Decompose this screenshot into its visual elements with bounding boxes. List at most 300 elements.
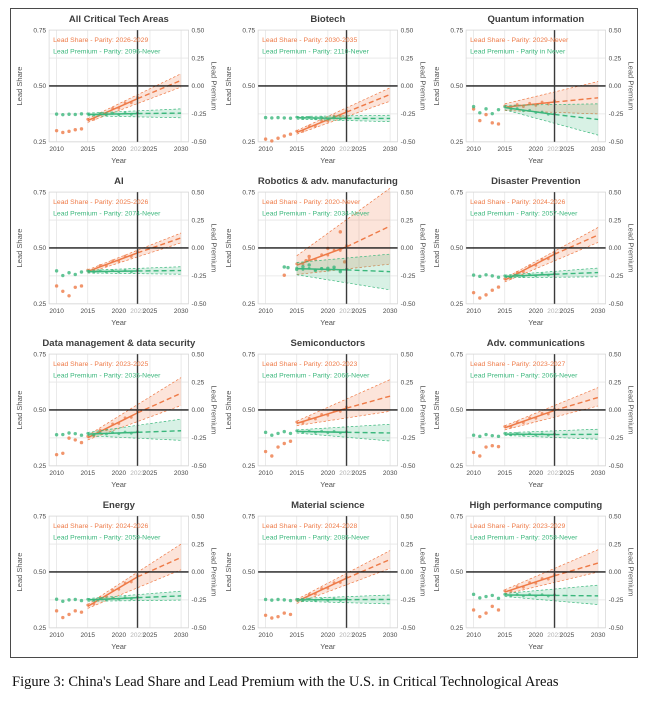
y-right-axis-label: Lead Premium [209,61,219,111]
fit-point-premium [547,595,550,598]
scatter-point-share [74,286,77,289]
fit-point-premium [130,597,133,600]
scatter-point-share [80,610,83,613]
y-left-tick: 0.25 [450,463,464,471]
y-right-tick: 0.25 [191,55,205,63]
scatter-point-share [67,294,70,297]
fit-point-share [105,264,108,267]
figure-border-box [10,8,638,658]
legend-lead-premium: Lead Premium - Parity: 2066-Never [470,372,578,380]
x-tick: 2025 [560,145,575,153]
x-tick: 2015 [289,145,304,153]
fit-point-share [93,603,96,606]
legend-lead-premium: Lead Premium - Parity: 2110-Never [261,48,369,56]
y-left-axis-label: Lead Share [223,390,233,430]
subplot-grid [11,9,637,657]
fit-point-premium [522,434,525,437]
scatter-point-premium [80,599,83,602]
y-left-tick: 0.25 [242,301,255,309]
scatter-point-share [491,444,494,447]
fit-point-premium [111,597,114,600]
legend-lead-premium: Lead Premium - Parity: 2074-Never [53,210,161,218]
fit-point-share [130,416,133,419]
y-right-tick: 0.50 [400,189,413,197]
fit-point-share [529,102,532,105]
fit-point-share [541,258,544,261]
fit-point-share [529,581,532,584]
subplot-title: All Critical Tech Areas [68,14,169,26]
x-axis-label: Year [528,155,544,165]
fit-point-premium [541,111,544,114]
y-right-tick: 0.25 [191,541,205,549]
x-tick: 2030 [591,469,606,477]
y-right-tick: 0.50 [191,27,205,35]
fit-point-share [86,118,89,121]
x-tick-current-year: 2023 [338,307,354,315]
y-right-tick: 0.25 [608,541,622,549]
y-left-tick: 0.25 [242,139,255,147]
x-tick-current-year: 2023 [130,469,145,477]
legend-lead-share: Lead Share - Parity: 2025-2026 [53,199,149,207]
fit-point-premium [522,594,525,597]
scatter-point-share [276,137,279,140]
scatter-point-premium [80,270,83,273]
fit-point-premium [111,431,114,434]
fit-point-share [314,125,317,128]
fit-point-premium [301,599,304,602]
y-left-axis-label: Lead Share [432,228,442,268]
scatter-point-premium [67,271,70,274]
x-tick: 2025 [142,307,158,315]
x-tick: 2025 [560,469,575,477]
legend-lead-premium: Lead Premium - Parity: 2059-Never [53,534,161,542]
scatter-point-share [55,453,58,456]
y-right-tick: 0.00 [191,245,205,253]
scatter-point-premium [67,431,70,434]
scatter-point-share [80,441,83,444]
ci-band-premium [505,104,598,135]
y-right-tick: 0.25 [608,55,622,63]
y-right-axis-label: Lead Premium [626,223,636,273]
scatter-point-share [264,450,267,453]
x-axis-label: Year [111,155,127,165]
fit-point-share [93,118,96,121]
legend-lead-share: Lead Share - Parity: 2030-2035 [261,37,357,45]
fit-point-share [326,414,329,417]
x-tick: 2025 [351,469,366,477]
y-left-axis-label: Lead Share [15,66,25,106]
y-right-tick: -0.50 [191,139,207,147]
subplot-title: Semiconductors [290,338,365,350]
x-tick: 2015 [497,307,513,315]
y-left-tick: 0.75 [242,513,255,521]
fit-point-premium [504,274,507,277]
x-tick: 2010 [466,469,482,477]
x-tick: 2010 [258,145,273,153]
fit-point-premium [504,593,507,596]
x-tick: 2025 [560,307,575,315]
fit-point-premium [535,274,538,277]
x-tick: 2020 [320,469,335,477]
y-right-tick: 0.00 [608,569,622,577]
fit-point-premium [124,269,127,272]
fit-point-premium [86,112,89,115]
fit-point-premium [320,598,323,601]
x-tick-current-year: 2023 [547,469,563,477]
legend-lead-share: Lead Share - Parity: 2020-Never [261,199,360,207]
y-left-axis-label: Lead Share [223,66,233,106]
y-right-tick: -0.50 [191,301,207,309]
fit-point-share [295,130,298,133]
y-right-axis-label: Lead Premium [209,385,219,435]
fit-point-share [504,425,507,428]
fit-point-share [117,260,120,263]
fit-point-premium [301,268,304,271]
y-right-tick: 0.00 [400,569,413,577]
scatter-point-premium [264,431,267,434]
x-tick: 2010 [466,631,482,639]
scatter-point-share [307,255,310,258]
fit-point-share [547,578,550,581]
y-right-tick: -0.25 [400,111,416,119]
fit-point-share [541,101,544,104]
x-tick: 2020 [111,307,127,315]
fit-point-premium [339,118,342,121]
x-tick: 2030 [173,307,189,315]
y-left-tick: 0.50 [33,569,47,577]
x-tick: 2015 [497,469,513,477]
fit-point-premium [86,598,89,601]
y-right-tick: -0.50 [400,139,416,147]
scatter-point-premium [270,116,273,119]
fit-point-premium [130,432,133,435]
subplot-semiconductors [220,333,429,495]
y-right-tick: 0.50 [400,351,413,359]
fit-point-share [314,593,317,596]
scatter-point-premium [485,273,488,276]
subplot-title: Data management & data security [42,338,196,350]
x-tick-current-year: 2023 [547,631,563,639]
fit-point-premium [504,105,507,108]
y-right-tick: 0.00 [608,245,622,253]
scatter-point-premium [61,113,64,116]
fit-point-premium [510,433,513,436]
x-tick: 2020 [320,307,335,315]
scatter-point-premium [264,598,267,601]
scatter-point-premium [497,108,500,111]
y-left-axis-label: Lead Share [223,552,233,592]
scatter-point-premium [491,594,494,597]
subplot-high-performance-computing [428,495,637,657]
fit-point-share [326,587,329,590]
y-left-tick: 0.50 [242,407,255,415]
ci-upper-edge-share [88,233,181,270]
fit-point-premium [332,116,335,119]
scatter-point-share [74,438,77,441]
y-left-tick: 0.25 [33,139,47,147]
fit-point-premium [307,430,310,433]
legend-lead-share: Lead Share - Parity: 2024-2028 [261,523,357,531]
subplot-title: High performance computing [469,500,603,512]
x-tick: 2030 [382,145,397,153]
fit-point-share [541,412,544,415]
fit-point-premium [117,113,120,116]
y-left-tick: 0.75 [242,27,255,35]
fit-point-share [295,421,298,424]
fit-point-premium [99,432,102,435]
x-tick: 2030 [173,145,189,153]
legend-lead-premium: Lead Premium - Parity: 2057-Never [470,210,578,218]
subplot-title: Disaster Prevention [491,176,581,188]
fit-point-share [301,130,304,133]
y-left-tick: 0.50 [33,245,47,253]
x-tick: 2030 [173,469,189,477]
scatter-point-premium [472,105,475,108]
fit-point-share [307,125,310,128]
y-right-tick: -0.50 [400,301,416,309]
fit-point-premium [301,117,304,120]
scatter-point-premium [478,596,481,599]
fit-point-premium [93,271,96,274]
x-tick: 2025 [351,307,366,315]
scatter-point-share [497,445,500,448]
fit-point-premium [510,108,513,111]
fit-point-premium [516,107,519,110]
x-tick: 2025 [142,631,158,639]
subplot-title: Quantum information [487,14,585,26]
x-tick: 2025 [142,145,158,153]
fit-point-premium [339,431,342,434]
subplot-adv-communications [428,333,637,495]
y-left-tick: 0.50 [450,407,464,415]
fit-point-premium [307,116,310,119]
fit-point-share [301,421,304,424]
fit-point-share [332,249,335,252]
y-right-tick: -0.50 [191,625,207,633]
x-tick: 2015 [80,307,95,315]
fit-point-premium [541,273,544,276]
y-right-tick: 0.25 [400,541,413,549]
fit-point-share [326,254,329,257]
y-right-axis-label: Lead Premium [418,223,428,273]
scatter-point-share [472,451,475,454]
fit-point-premium [332,267,335,270]
fit-point-share [516,585,519,588]
scatter-point-premium [491,434,494,437]
fit-point-premium [99,269,102,272]
scatter-point-premium [472,593,475,596]
fit-point-premium [516,593,519,596]
y-right-tick: 0.50 [608,189,622,197]
fit-point-share [522,270,525,273]
y-right-tick: -0.25 [608,435,624,443]
scatter-point-share [485,445,488,448]
fit-point-share [529,264,532,267]
fit-point-premium [124,596,127,599]
y-left-tick: 0.50 [242,245,255,253]
fit-point-share [314,418,317,421]
y-right-tick: 0.50 [400,513,413,521]
y-left-tick: 0.25 [450,625,464,633]
x-axis-label: Year [111,317,127,327]
scatter-point-share [491,605,494,608]
legend-lead-share: Lead Share - Parity: 2026-2029 [53,37,149,45]
scatter-point-share [282,611,285,614]
fit-point-premium [93,433,96,436]
scatter-point-share [55,129,58,132]
x-tick: 2020 [528,631,544,639]
y-right-tick: 0.00 [400,83,413,91]
fit-point-share [111,589,114,592]
scatter-point-share [270,454,273,457]
scatter-point-premium [276,598,279,601]
scatter-point-premium [491,112,494,115]
x-tick: 2010 [258,469,273,477]
legend-lead-share: Lead Share - Parity: 2020-2023 [261,361,357,369]
fit-point-premium [510,594,513,597]
x-tick-current-year: 2023 [338,145,354,153]
x-tick: 2030 [591,631,606,639]
y-right-tick: 0.25 [191,217,205,225]
fit-point-premium [124,431,127,434]
fit-point-premium [326,431,329,434]
scatter-point-share [61,452,64,455]
legend-lead-premium: Lead Premium - Parity in Never [470,48,566,56]
y-left-tick: 0.50 [242,569,255,577]
scatter-point-share [478,615,481,618]
scatter-point-share [74,609,77,612]
legend-lead-share: Lead Share - Parity: 2029-Never [470,37,569,45]
subplot-energy [11,495,220,657]
scatter-point-share [67,436,70,439]
scatter-point-premium [55,598,58,601]
fit-point-premium [314,431,317,434]
y-right-tick: -0.50 [608,301,624,309]
x-axis-label: Year [528,317,544,327]
x-tick-current-year: 2023 [338,469,354,477]
x-tick: 2015 [289,631,304,639]
fit-point-premium [504,432,507,435]
y-right-tick: -0.25 [608,111,624,119]
x-tick-current-year: 2023 [130,145,145,153]
scatter-point-share [276,445,279,448]
x-axis-label: Year [111,479,127,489]
x-tick: 2015 [497,631,513,639]
fit-point-premium [314,599,317,602]
fit-point-share [111,107,114,110]
y-left-tick: 0.25 [450,301,464,309]
scatter-point-premium [74,598,77,601]
x-axis-label: Year [319,479,336,489]
scatter-point-share [80,284,83,287]
x-tick: 2015 [497,145,513,153]
fit-point-premium [130,270,133,273]
y-left-tick: 0.75 [242,351,255,359]
legend-lead-share: Lead Share - Parity: 2023-2025 [53,361,149,369]
y-left-tick: 0.25 [450,139,464,147]
y-left-tick: 0.50 [450,245,464,253]
x-tick: 2015 [80,145,95,153]
y-right-tick: -0.50 [400,463,416,471]
scatter-point-premium [55,433,58,436]
fit-point-premium [105,271,108,274]
scatter-point-premium [55,269,58,272]
fit-point-premium [295,598,298,601]
scatter-point-share [485,611,488,614]
y-left-axis-label: Lead Share [223,228,233,268]
legend-lead-share: Lead Share - Parity: 2023-2029 [470,523,566,531]
scatter-point-share [338,230,341,233]
y-left-axis-label: Lead Share [15,552,25,592]
fit-point-premium [326,599,329,602]
x-tick: 2010 [49,145,64,153]
x-tick: 2020 [528,469,544,477]
y-left-tick: 0.25 [242,625,255,633]
fit-point-share [117,422,120,425]
fit-point-premium [522,275,525,278]
fit-point-premium [529,273,532,276]
scatter-point-premium [288,117,291,120]
fit-point-premium [320,116,323,119]
scatter-point-share [478,454,481,457]
x-tick: 2020 [111,631,127,639]
y-right-tick: -0.25 [191,273,207,281]
y-right-tick: 0.25 [400,217,413,225]
scatter-point-share [497,122,500,125]
y-left-axis-label: Lead Share [15,390,25,430]
scatter-point-share [61,131,64,134]
subplot-ai [11,171,220,333]
fit-point-share [522,586,525,589]
scatter-point-share [485,113,488,116]
scatter-point-premium [282,265,285,268]
scatter-point-premium [288,432,291,435]
y-right-tick: 0.50 [608,513,622,521]
scatter-point-premium [497,597,500,600]
scatter-point-premium [270,434,273,437]
fit-point-share [86,604,89,607]
scatter-point-share [276,615,279,618]
fit-point-premium [111,269,114,272]
fit-point-premium [99,597,102,600]
x-axis-label: Year [319,641,336,651]
scatter-point-premium [74,432,77,435]
scatter-point-premium [301,265,304,268]
x-tick: 2025 [351,631,366,639]
x-tick: 2010 [49,469,64,477]
legend-lead-premium: Lead Premium - Parity: 2035-Never [53,372,161,380]
fit-point-premium [547,274,550,277]
legend-lead-premium: Lead Premium - Parity: 2085-Never [261,534,370,542]
x-tick: 2020 [111,469,127,477]
scatter-point-share [472,608,475,611]
legend-lead-premium: Lead Premium - Parity: 2096-Never [53,48,161,56]
y-left-tick: 0.25 [33,301,47,309]
x-tick: 2025 [142,469,158,477]
y-left-tick: 0.75 [450,513,464,521]
fit-point-share [307,258,310,261]
fit-point-premium [86,432,89,435]
scatter-point-premium [282,430,285,433]
fit-point-premium [301,431,304,434]
scatter-point-premium [61,274,64,277]
fit-point-premium [93,114,96,117]
fit-point-premium [529,432,532,435]
x-tick: 2010 [49,631,64,639]
x-tick: 2030 [382,307,397,315]
fit-point-premium [547,434,550,437]
y-left-tick: 0.50 [242,83,255,91]
